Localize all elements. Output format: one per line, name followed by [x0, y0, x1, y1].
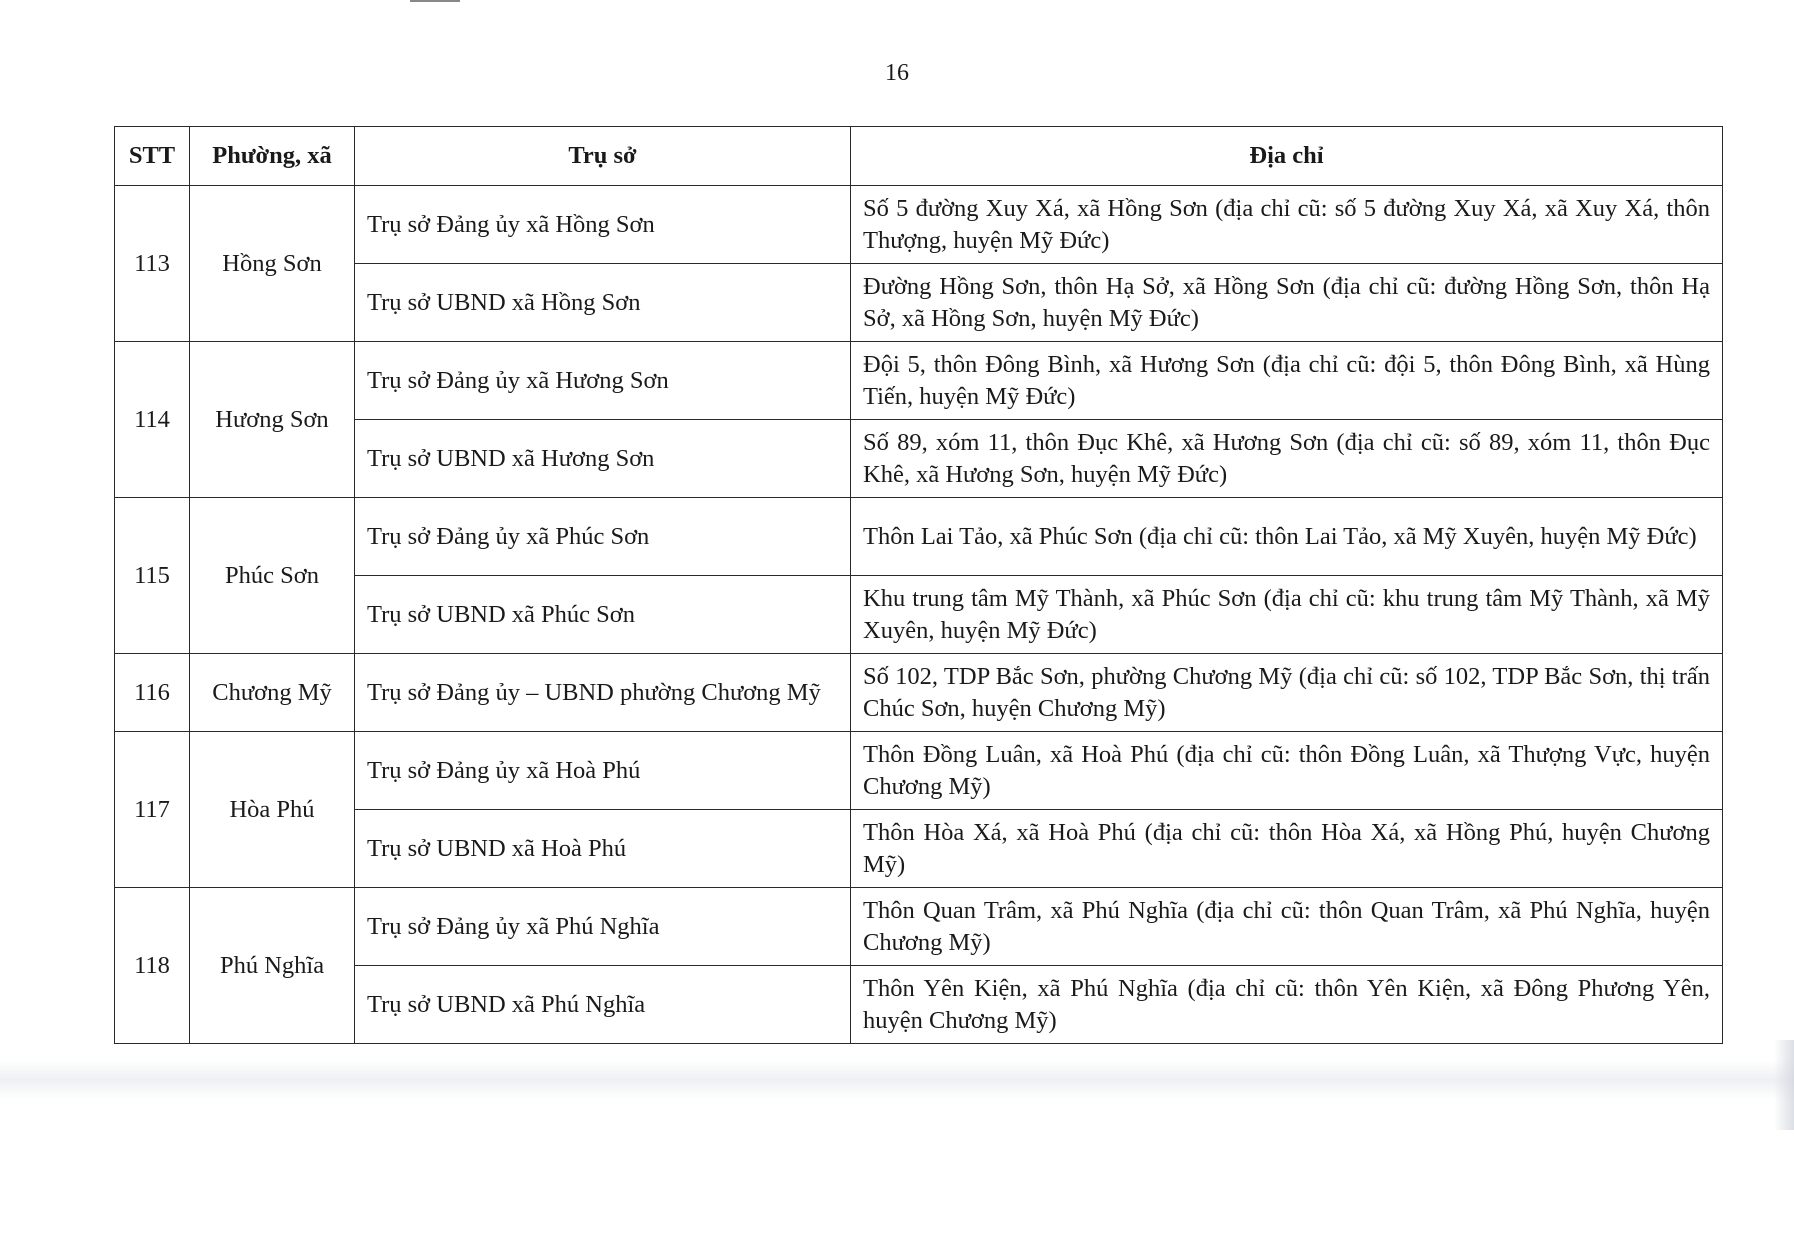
scan-mark — [410, 0, 460, 2]
ward-cell: Chương Mỹ — [190, 654, 355, 732]
scan-edge — [1774, 1040, 1794, 1130]
stt-cell: 118 — [115, 888, 190, 1044]
table-row — [115, 966, 1723, 1044]
page-number: 16 — [885, 60, 909, 86]
office-cell: Trụ sở UBND xã Hoà Phú — [355, 810, 851, 888]
ward-cell: Hòa Phú — [190, 732, 355, 888]
office-cell: Trụ sở UBND xã Phúc Sơn — [355, 576, 851, 654]
address-cell: Số 102, TDP Bắc Sơn, phường Chương Mỹ (địa chỉ cũ: số 102, TDP Bắc Sơn, thị trấn Chúc Sơn, huyện Chương Mỹ) — [851, 654, 1723, 732]
address-cell: Thôn Hòa Xá, xã Hoà Phú (địa chỉ cũ: thôn Hòa Xá, xã Hồng Phú, huyện Chương Mỹ) — [851, 810, 1723, 888]
table-row — [115, 810, 1723, 888]
table-row — [115, 732, 1723, 810]
table-row — [115, 420, 1723, 498]
stt-cell: 117 — [115, 732, 190, 888]
address-cell: Số 89, xóm 11, thôn Đục Khê, xã Hương Sơn (địa chỉ cũ: số 89, xóm 11, thôn Đục Khê, xã Hương Sơn, huyện Mỹ Đức) — [851, 420, 1723, 498]
table-header-row — [115, 127, 1723, 186]
header-ward: Phường, xã — [190, 127, 355, 186]
header-address: Địa chỉ — [851, 127, 1723, 186]
ward-cell: Hồng Sơn — [190, 186, 355, 342]
office-cell: Trụ sở UBND xã Hồng Sơn — [355, 264, 851, 342]
address-cell: Khu trung tâm Mỹ Thành, xã Phúc Sơn (địa chỉ cũ: khu trung tâm Mỹ Thành, xã Mỹ Xuyên, huyện Mỹ Đức) — [851, 576, 1723, 654]
office-cell: Trụ sở Đảng ủy xã Hoà Phú — [355, 732, 851, 810]
table-row — [115, 654, 1723, 732]
office-cell: Trụ sở UBND xã Phú Nghĩa — [355, 966, 851, 1044]
stt-cell: 115 — [115, 498, 190, 654]
address-cell: Thôn Đồng Luân, xã Hoà Phú (địa chỉ cũ: thôn Đồng Luân, xã Thượng Vực, huyện Chương Mỹ) — [851, 732, 1723, 810]
office-cell: Trụ sở UBND xã Hương Sơn — [355, 420, 851, 498]
headquarters-table — [114, 126, 1723, 1044]
address-cell: Đường Hồng Sơn, thôn Hạ Sở, xã Hồng Sơn (địa chỉ cũ: đường Hồng Sơn, thôn Hạ Sở, xã Hồng Sơn, huyện Mỹ Đức) — [851, 264, 1723, 342]
address-cell: Thôn Quan Trâm, xã Phú Nghĩa (địa chỉ cũ: thôn Quan Trâm, xã Phú Nghĩa, huyện Chương Mỹ) — [851, 888, 1723, 966]
table-row — [115, 888, 1723, 966]
header-stt: STT — [115, 127, 190, 186]
stt-cell: 113 — [115, 186, 190, 342]
ward-cell: Phú Nghĩa — [190, 888, 355, 1044]
table-row — [115, 498, 1723, 576]
table-row — [115, 186, 1723, 264]
ward-cell: Phúc Sơn — [190, 498, 355, 654]
office-cell: Trụ sở Đảng ủy xã Hương Sơn — [355, 342, 851, 420]
scan-shadow — [0, 1060, 1794, 1100]
stt-cell: 116 — [115, 654, 190, 732]
stt-cell: 114 — [115, 342, 190, 498]
address-cell: Số 5 đường Xuy Xá, xã Hồng Sơn (địa chỉ cũ: số 5 đường Xuy Xá, xã Xuy Xá, thôn Thượng, huyện Mỹ Đức) — [851, 186, 1723, 264]
address-cell: Thôn Lai Tảo, xã Phúc Sơn (địa chỉ cũ: thôn Lai Tảo, xã Mỹ Xuyên, huyện Mỹ Đức) — [851, 498, 1723, 576]
header-office: Trụ sở — [355, 127, 851, 186]
office-cell: Trụ sở Đảng ủy xã Phúc Sơn — [355, 498, 851, 576]
ward-cell: Hương Sơn — [190, 342, 355, 498]
office-cell: Trụ sở Đảng ủy xã Hồng Sơn — [355, 186, 851, 264]
office-cell: Trụ sở Đảng ủy xã Phú Nghĩa — [355, 888, 851, 966]
table-row — [115, 576, 1723, 654]
table-row — [115, 264, 1723, 342]
office-cell: Trụ sở Đảng ủy – UBND phường Chương Mỹ — [355, 654, 851, 732]
address-cell: Đội 5, thôn Đông Bình, xã Hương Sơn (địa chỉ cũ: đội 5, thôn Đông Bình, xã Hùng Tiến, huyện Mỹ Đức) — [851, 342, 1723, 420]
table-row — [115, 342, 1723, 420]
address-cell: Thôn Yên Kiện, xã Phú Nghĩa (địa chỉ cũ: thôn Yên Kiện, xã Đông Phương Yên, huyện Chương Mỹ) — [851, 966, 1723, 1044]
